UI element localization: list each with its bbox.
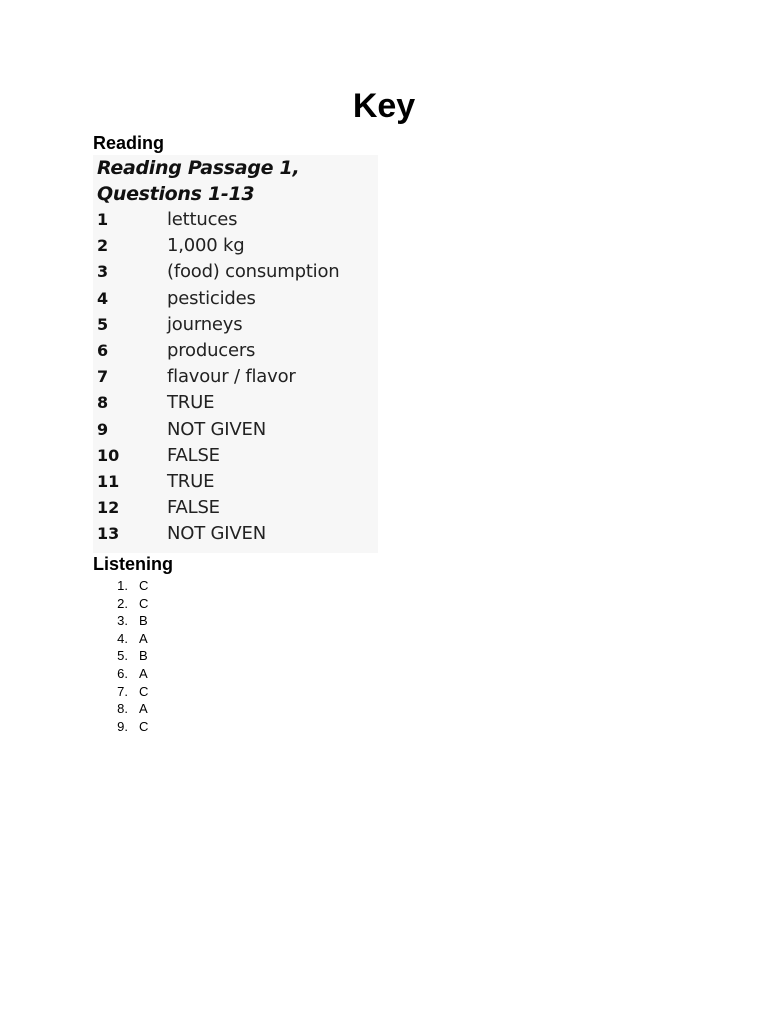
answer-text: FALSE	[167, 497, 220, 519]
list-item-answer: C	[139, 595, 149, 611]
list-item-answer: B	[139, 648, 148, 664]
reading-answer-row	[93, 312, 378, 338]
passage-title-line1: Reading Passage 1,	[97, 157, 300, 179]
reading-answer-row	[93, 390, 378, 416]
answer-text: producers	[167, 339, 256, 361]
question-number: 11	[97, 471, 120, 491]
question-number: 6	[97, 340, 109, 360]
reading-answer-row	[93, 417, 378, 443]
reading-answer-row	[93, 364, 378, 390]
answer-text: TRUE	[167, 470, 215, 492]
list-item-answer: A	[139, 665, 148, 681]
list-item-number: 5.	[117, 648, 128, 664]
list-item-answer: A	[139, 630, 148, 646]
question-number: 8	[97, 393, 109, 413]
answer-text: (food) consumption	[167, 261, 340, 283]
question-number: 9	[97, 419, 109, 439]
question-number: 13	[97, 524, 120, 544]
answer-text: NOT GIVEN	[167, 523, 266, 545]
answer-text: lettuces	[167, 209, 238, 230]
reading-answer-key-image	[93, 155, 378, 553]
list-item-number: 3.	[117, 613, 128, 629]
answer-text: journeys	[167, 313, 243, 335]
list-item-answer: C	[139, 683, 149, 699]
list-item-answer: B	[139, 613, 148, 629]
question-number: 3	[97, 262, 109, 282]
reading-heading: Reading	[93, 133, 165, 153]
listening-heading: Listening	[93, 554, 173, 574]
list-item-answer: C	[139, 578, 149, 593]
list-item-number: 7.	[117, 683, 128, 699]
list-item-number: 6.	[117, 665, 128, 681]
list-item-number: 4.	[117, 630, 128, 646]
answer-text: 1,000 kg	[167, 235, 245, 257]
question-number: 12	[97, 498, 120, 518]
answer-text: TRUE	[167, 392, 215, 414]
list-item-answer: A	[139, 701, 148, 717]
answer-text: flavour / flavor	[167, 366, 296, 388]
question-number: 10	[97, 445, 120, 465]
reading-answer-row	[93, 207, 378, 233]
question-number: 4	[97, 288, 109, 308]
answer-text: NOT GIVEN	[167, 418, 266, 440]
reading-answer-row	[93, 495, 378, 521]
question-number: 7	[97, 367, 109, 387]
reading-answer-row	[93, 233, 378, 259]
answer-text: FALSE	[167, 444, 220, 466]
question-number: 2	[97, 236, 109, 256]
list-item-number: 8.	[117, 701, 128, 717]
reading-answer-row	[93, 259, 378, 285]
reading-answer-row	[93, 521, 378, 547]
question-number: 1	[97, 210, 109, 229]
list-item-number: 1.	[117, 578, 128, 593]
reading-answer-list	[93, 207, 378, 547]
list-item-number: 2.	[117, 595, 128, 611]
question-number: 5	[97, 314, 109, 334]
reading-answer-row	[93, 469, 378, 495]
answer-text: pesticides	[167, 287, 256, 309]
page-title: Key	[352, 87, 416, 125]
list-item-number: 9.	[117, 718, 128, 734]
reading-answer-row	[93, 338, 378, 364]
passage-title-line2: Questions 1-13	[97, 183, 255, 205]
passage-title	[97, 155, 377, 207]
reading-answer-row	[93, 286, 378, 312]
reading-answer-row	[93, 443, 378, 469]
list-item-answer: C	[139, 718, 149, 734]
